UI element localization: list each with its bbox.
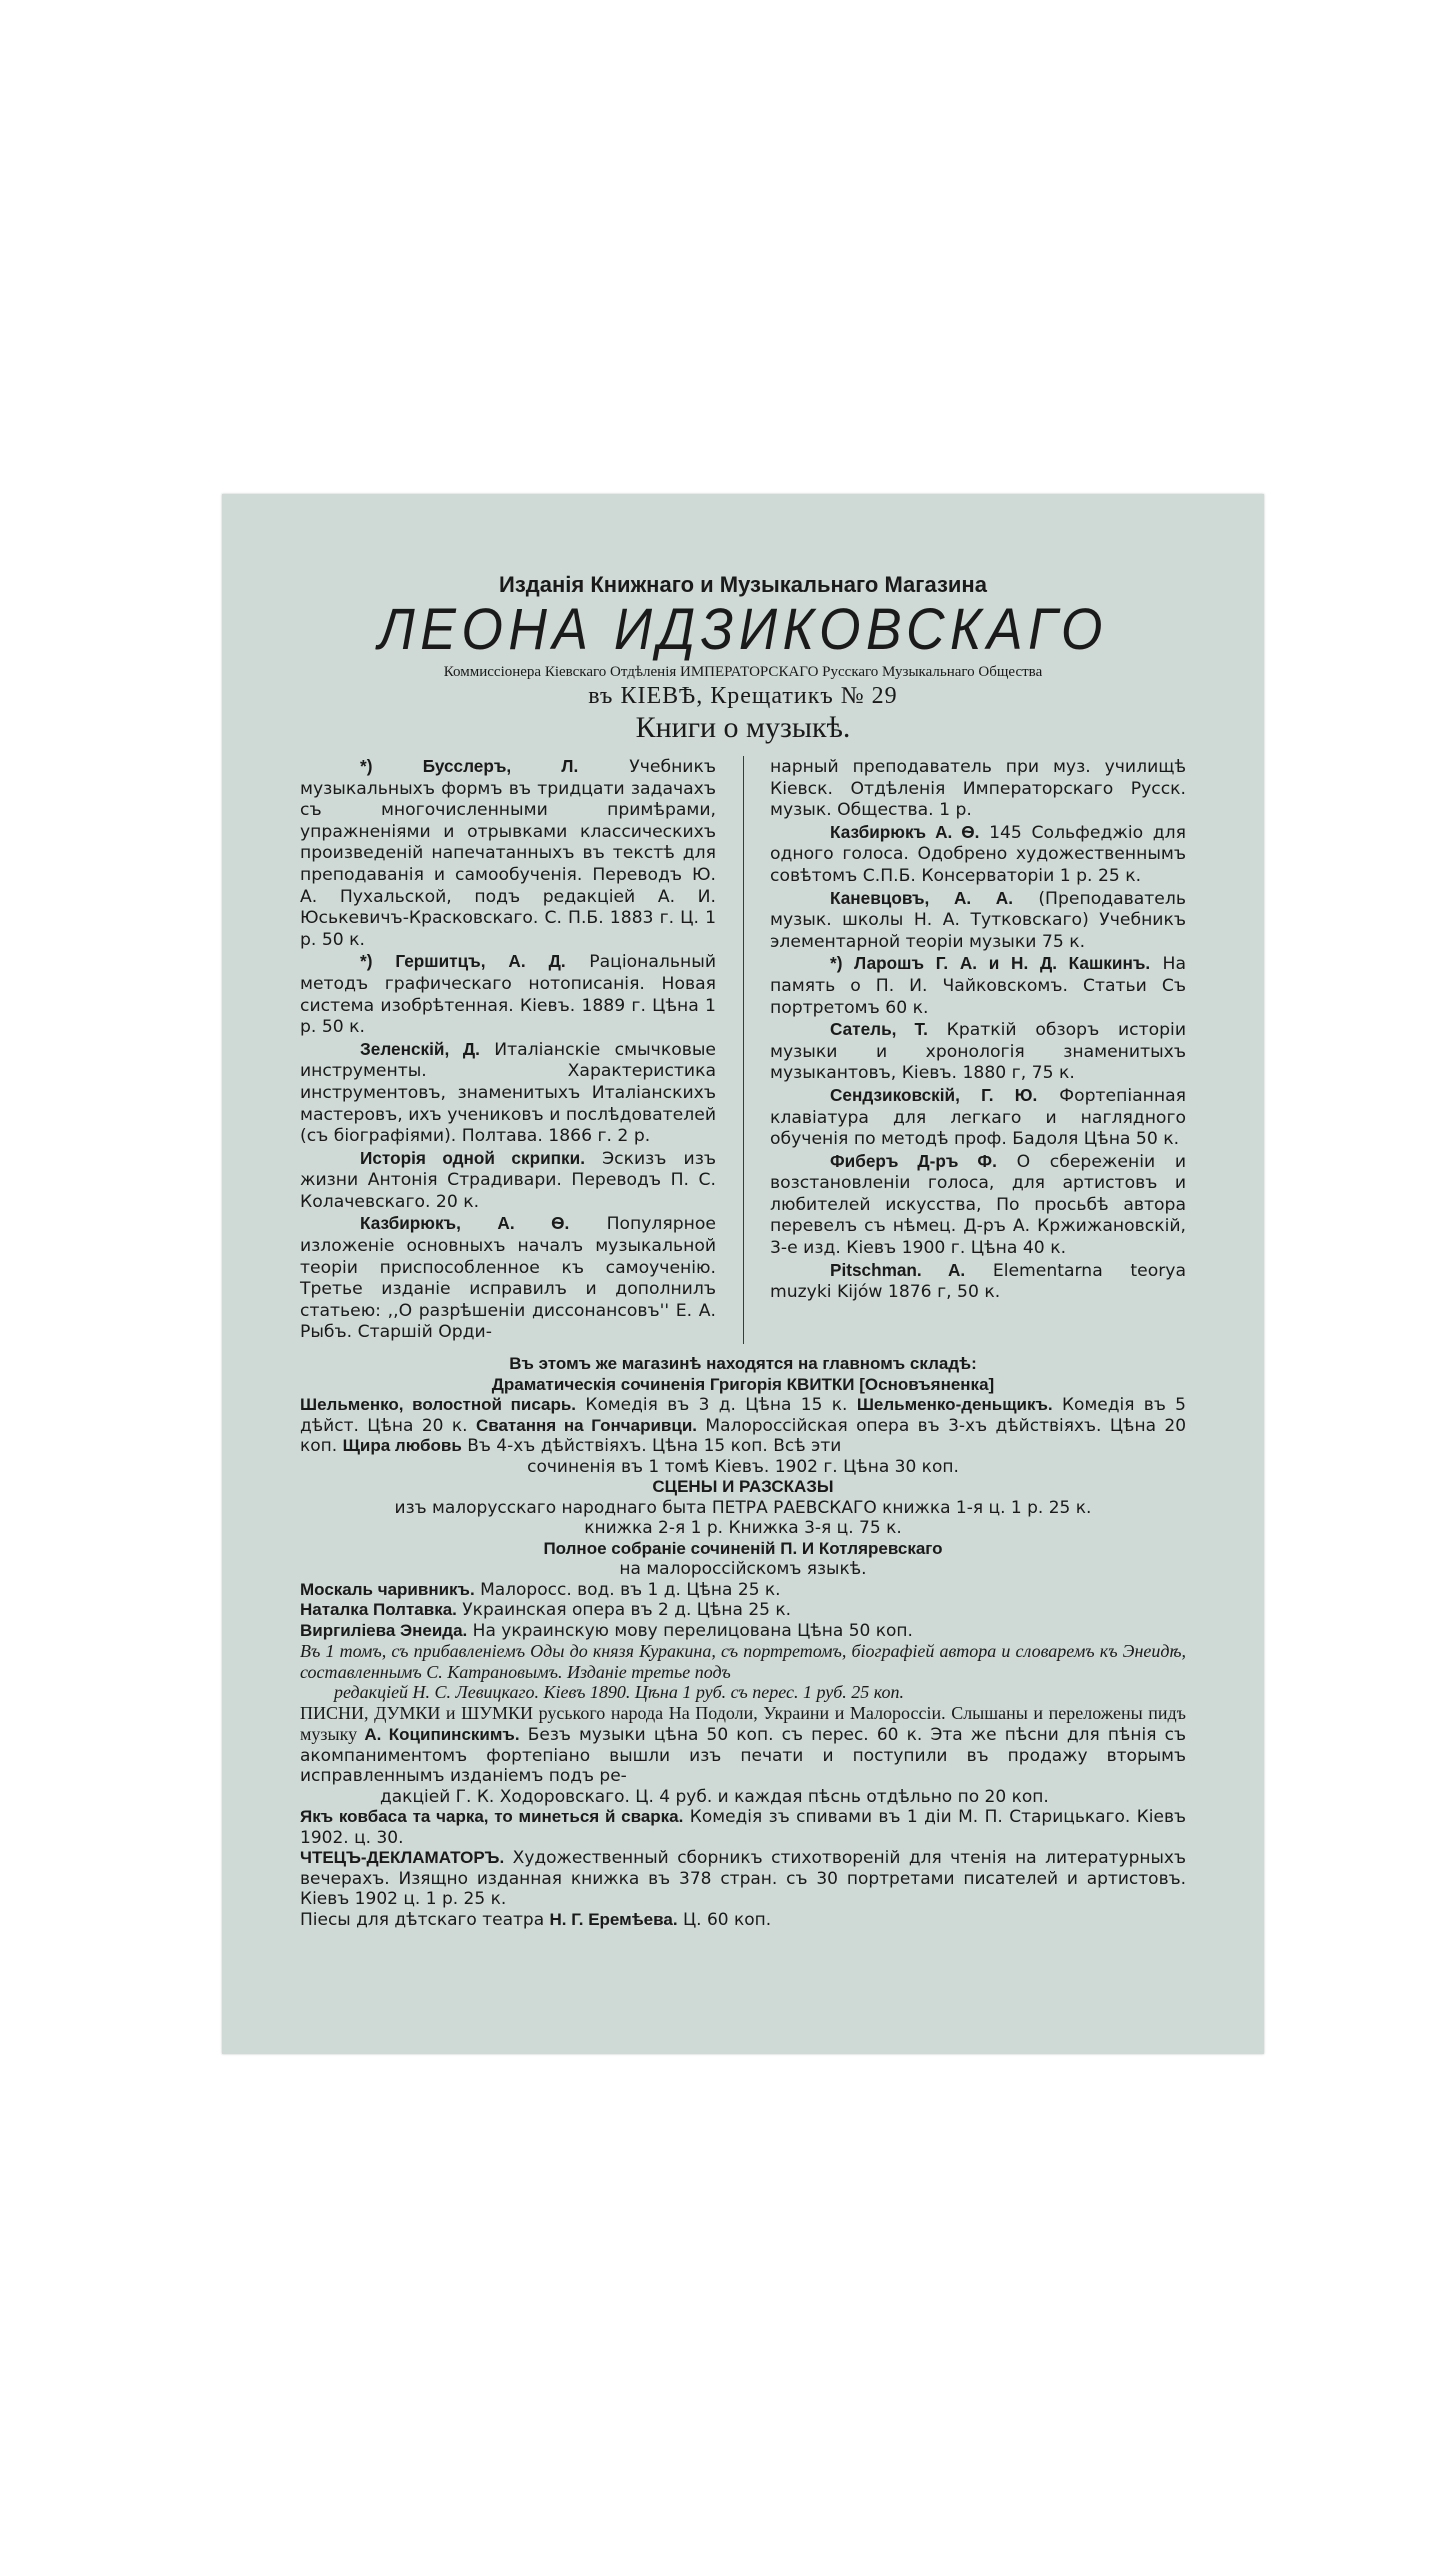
book-entry	[300, 1039, 716, 1148]
book-description: 145 Сольфеджіо для одного голоса. Одобрено художественнымъ совѣтомъ С.П.Б. Консерваторіи 1 р. 25 к.	[770, 822, 1186, 886]
book-entry	[300, 1213, 716, 1344]
book-description: Фортепіанная клавіатура для легкаго и наглядного обученія по методѣ проф. Бадоля Цѣна 50 к.	[770, 1085, 1186, 1150]
header-commission: Коммиссіонера Кіевскаго Отдѣленія ИМПЕРАТОРСКАГО Русскаго Музыкальнаго Общества	[443, 664, 1043, 680]
book-description: Италіанскіе смычковые инструменты. Характеристика инструментовъ, знаменитыхъ Италіанскихъ мастеровъ, ихъ учениковъ и послѣдователей (съ біографіями). Полтава. 1866 г. 2 р.	[300, 1039, 716, 1147]
books-columns	[300, 756, 1186, 1344]
kotlyarevsky-subtitle: на малороссійскомъ языкѣ.	[619, 1559, 867, 1580]
book-description: О сбереженіи и возстановленіи голоса, для артистовъ и любителей искусства, По просьбѣ автора перевелъ съ нѣмец. Д-ръ А. Кржижановскій, 3-е изд. Кіевъ 1900 г. Цѣна 40 к.	[770, 1151, 1186, 1259]
book-description: На память о П. И. Чайковскомъ. Статьи Съ портретомъ 60 к.	[770, 954, 1186, 1018]
volume-note-editor: редакціей Н. С. Левицкаго. Кіевъ 1890. Цѣна 1 руб. съ перес. 1 руб. 25 коп.	[334, 1682, 905, 1703]
book-author: Зеленскій, Д.	[360, 1038, 480, 1059]
book-description: Эскизъ изъ жизни Антонія Страдивари. Переводъ П. С. Колачевскаго. 20 к.	[300, 1148, 716, 1212]
book-entry	[770, 1019, 1186, 1085]
book-entry	[770, 756, 1186, 822]
right-column	[770, 756, 1186, 1344]
book-author: Фиберъ Д-ръ Ф.	[830, 1150, 997, 1171]
book-description: (Преподаватель музык. школы Н. А. Тутковскаго) Учебникъ элементарной теоріи музыки 75 к.	[770, 888, 1186, 952]
book-author: Казбирюкъ, А. Ѳ.	[360, 1213, 570, 1234]
book-author: Сендзиковскій, Г. Ю.	[830, 1084, 1038, 1105]
left-column	[300, 756, 716, 1344]
book-author: Pitschman. A.	[830, 1259, 966, 1280]
scenes-line-2: книжка 2-я 1 р. Книжка 3-я ц. 75 к.	[584, 1518, 902, 1539]
section-title: Книги о музыкѣ.	[635, 711, 851, 744]
warehouse-section	[300, 1354, 1186, 1930]
book-author: Казбирюкъ А. Ѳ.	[830, 821, 980, 842]
book-entry	[770, 1085, 1186, 1151]
book-author: *) Ларошъ Г. А. и Н. Д. Кашкинъ.	[830, 953, 1151, 974]
book-description: нарный преподаватель при муз. училищѣ Кіевск. Отдѣленія Императорскаго Русск. музык. Общества. 1 р.	[770, 757, 1186, 821]
book-entry	[770, 1151, 1186, 1260]
scenes-title: СЦЕНЫ И РАЗСКАЗЫ	[652, 1477, 834, 1497]
book-entry	[770, 1260, 1186, 1304]
work-pisni: ПИСНИ, ДУМКИ и ШУМКИ руського народа На Подоли, Украини и Малороссіи. Слышаны и переложены пидъ музыку А. Коципинскимъ. Безъ музыки цѣна 50 коп. съ перес. 60 к. Эта же пѣсни для пѣнія съ акомпаниментомъ фортепіано вышли изъ печати и поступили въ продажу вторымъ исправленнымъ изданіемъ подъ ре-	[300, 1702, 1186, 1787]
work-chtec: ЧТЕЦЪ-ДЕКЛАМАТОРЪ. Художественный сборникъ стихотвореній для чтенія на литературныхъ вечерахъ. Изящно изданная книжка въ 378 стран. съ 30 портретами писателей и артистовъ. Кіевъ 1902 ц. 1 р. 25 к.	[300, 1848, 1186, 1910]
work-piesy: Піесы для дѣтскаго театра Н. Г. Еремѣева. Ц. 60 коп.	[300, 1909, 772, 1930]
book-author: Каневцовъ, А. А.	[830, 887, 1013, 908]
work-moskal: Москаль чаривникъ. Малоросс. вод. въ 1 д. Цѣна 25 к.	[300, 1579, 781, 1600]
book-description: Раціональный методъ графическаго нотописанія. Новая система изобрѣтенная. Кіевъ. 1889 г. Цѣна 1 р. 50 к.	[300, 952, 716, 1038]
header-pre-title: Изданія Книжнаго и Музыкальнаго Магазина	[499, 572, 987, 597]
catalog-header	[300, 572, 1186, 746]
kvitka-title: Драматическія сочиненія Григорія КВИТКИ [Основъяненка]	[491, 1374, 995, 1394]
header-publisher-name: ЛЕОНА ИДЗИКОВСКАГО	[378, 597, 1108, 662]
book-description: Популярное изложеніе основныхъ началъ музыкальной теоріи приспособленное къ самоученію. Третье изданіе исправилъ и дополнилъ статьею: ,,О разрѣшеніи диссонансовъ'' Е. А. Рыбъ. Старшій Орди-	[300, 1214, 716, 1343]
book-description: Краткій обзоръ исторіи музыки и хронологія знаменитыхъ музыкантовъ, Кіевъ. 1880 г, 75 к.	[770, 1020, 1186, 1084]
book-author: *) Гершитцъ, А. Д.	[360, 951, 566, 972]
kotlyarevsky-title: Полное собраніе сочиненій П. И Котляревскаго	[543, 1538, 943, 1558]
book-entry	[300, 1148, 716, 1214]
work-natalka: Наталка Полтавка. Украинская опера въ 2 д. Цѣна 25 к.	[300, 1600, 792, 1621]
store-note: Въ этомъ же магазинѣ находятся на главномъ складѣ:	[509, 1354, 977, 1374]
work-eneida: Виргиліева Энеида. На украинскую мову перелицована Цѣна 50 коп.	[300, 1620, 913, 1641]
book-author: *) Бусслеръ, Л.	[360, 756, 579, 776]
book-author: Исторія одной скрипки.	[360, 1147, 585, 1168]
book-entry	[770, 953, 1186, 1019]
book-entry	[770, 888, 1186, 954]
kvitka-volume: сочиненія въ 1 томѣ Кіевъ. 1902 г. Цѣна 30 коп.	[527, 1456, 959, 1477]
book-entry	[300, 756, 716, 951]
column-divider	[743, 756, 744, 1344]
book-entry	[300, 951, 716, 1038]
catalog-page	[222, 494, 1264, 2054]
book-description: Учебникъ музыкальныхъ формъ въ тридцати задачахъ съ многочисленными примѣрами, упражненіями и отрывками классическихъ произведеній напечатанныхъ въ текстѣ для преподаванія и самообученія. Переводъ Ю. А. Пухальской, подъ редакціей А. И. Юськевичъ-Красковскаго. С. П.Б. 1883 г. Ц. 1 р. 50 к.	[300, 757, 717, 950]
book-description: Elementarna teorya muzyki Kijów 1876 г, 50 к.	[770, 1260, 1186, 1303]
header-address: въ КІЕВѢ, Крещатикъ № 29	[588, 683, 898, 709]
book-author: Сатель, Т.	[830, 1019, 928, 1040]
work-kovbasa: Якъ ковбаса та чарка, то минеться й сварка. Комедія зъ спивами въ 1 діи М. П. Старицькаго. Кіевъ 1902. ц. 30.	[300, 1807, 1186, 1848]
book-entry	[770, 822, 1186, 888]
scenes-line-1: изъ малорусскаго народнаго быта ПЕТРА РАЕВСКАГО книжка 1-я ц. 1 р. 25 к.	[394, 1497, 1092, 1518]
volume-note: Въ 1 томъ, съ прибавленіемъ Оды до князя Куракина, съ портретомъ, біографіей автора и словаремъ къ Энеидѣ, составленнымъ С. Катрановымъ. Изданіе третье подъ	[300, 1641, 1186, 1682]
kvitka-works: Шельменко, волостной писарь. Комедія въ 3 д. Цѣна 15 к. Шельменко-деньщикъ. Комедія въ 5 дѣйст. Цѣна 20 к. Сватання на Гончаривци. Малороссійская опера въ 3-хъ дѣйствіяхъ. Цѣна 20 коп. Щира любовь Въ 4-хъ дѣйствіяхъ. Цѣна 15 коп. Всѣ эти	[300, 1395, 1187, 1457]
work-pisni-editor: дакціей Г. К. Ходоровскаго. Ц. 4 руб. и каждая пѣснь отдѣльно по 20 коп.	[380, 1786, 1049, 1807]
